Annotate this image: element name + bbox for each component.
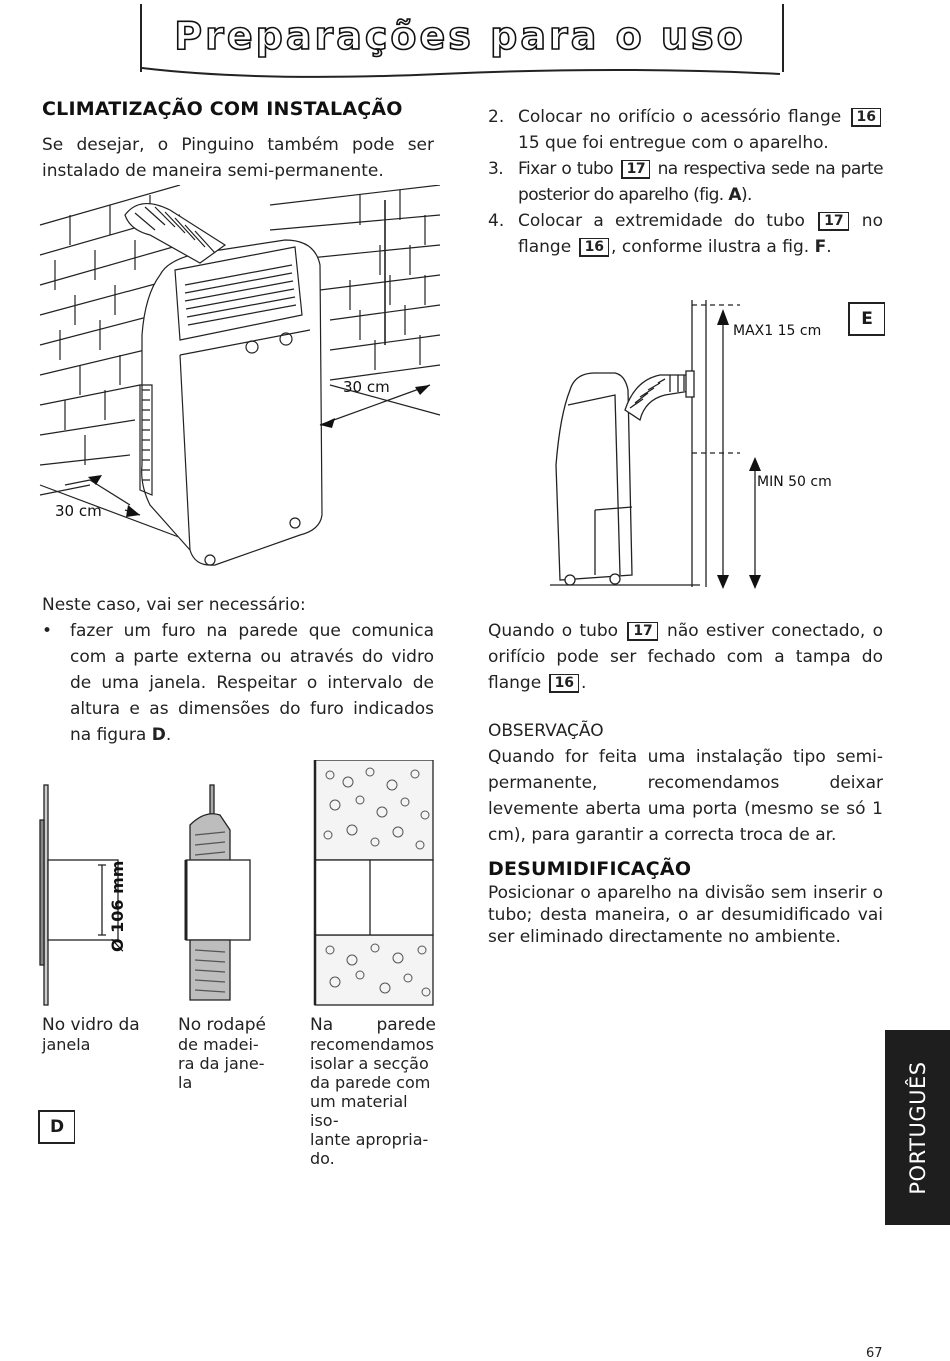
section-title-desumidificacao: DESUMIDIFICAÇÃO bbox=[488, 858, 692, 880]
figure-label-e: E bbox=[848, 302, 885, 336]
step-text: 15 que foi entregue com o aparelho. bbox=[518, 133, 829, 153]
caption-board-line1: No rodapé bbox=[178, 1015, 266, 1035]
not-connected-paragraph bbox=[488, 618, 883, 696]
para-text: . bbox=[581, 673, 587, 693]
caption-board-line4: la bbox=[178, 1073, 193, 1092]
ref-tube: 17 bbox=[818, 212, 848, 231]
caption-glass bbox=[42, 1016, 152, 1054]
para-text: não estiver conectado, o orifício pode ser fechado com a tampa do flange bbox=[488, 621, 883, 693]
caption-wall bbox=[310, 1016, 436, 1168]
section-title-climatizacao: CLIMATIZAÇÃO COM INSTALAÇÃO bbox=[42, 98, 403, 120]
dehumidify-paragraph: Posicionar o aparelho na divisão sem inserir o tubo; desta maneira, o ar desumidificado vai ser eliminado directamente no ambiente. bbox=[488, 883, 883, 947]
step-text: ). bbox=[740, 185, 752, 205]
figure-ref-a: A bbox=[728, 185, 741, 205]
page-number: 67 bbox=[866, 1346, 883, 1361]
dimension-right-wall: 30 cm bbox=[343, 378, 390, 396]
caption-wall-line7: do. bbox=[310, 1149, 335, 1168]
caption-glass-line1: No vidro da bbox=[42, 1015, 140, 1035]
figure-label-d: D bbox=[38, 1110, 75, 1144]
caption-wall-word2: parede bbox=[376, 1015, 436, 1035]
language-tab bbox=[885, 1030, 950, 1225]
step-number: 2. bbox=[488, 107, 505, 127]
step-text: no flange bbox=[518, 211, 883, 257]
para-text: Quando o tubo bbox=[488, 621, 626, 641]
step-3 bbox=[488, 156, 883, 208]
dimension-left-wall: 30 cm bbox=[55, 502, 102, 520]
bullet-text: fazer um furo na parede que comunica com a parte externa ou através do vidro de uma janela. Respeitar o intervalo de altura e as dimensões do furo indicados na figura bbox=[70, 621, 434, 745]
hole-dimensions-figure bbox=[30, 760, 450, 1010]
step-2 bbox=[488, 104, 883, 156]
caption-wall-line5: um material iso- bbox=[310, 1092, 408, 1130]
step-number: 4. bbox=[488, 211, 505, 231]
ref-flange: 16 bbox=[549, 674, 579, 693]
caption-wall-line6: lante apropria- bbox=[310, 1130, 429, 1149]
caption-board-line3: ra da jane- bbox=[178, 1054, 265, 1073]
bullet-text-end: . bbox=[165, 725, 172, 745]
caption-board bbox=[178, 1016, 278, 1092]
case-paragraph: Neste caso, vai ser necessário: bbox=[42, 595, 306, 615]
caption-glass-line2: janela bbox=[42, 1035, 91, 1054]
note-title: OBSERVAÇÃO bbox=[488, 721, 604, 741]
bullet-item bbox=[42, 618, 434, 748]
min-height-label: MIN 50 cm bbox=[757, 474, 832, 490]
caption-wall-line3: isolar a secção bbox=[310, 1054, 429, 1073]
bullet-figure-ref: D bbox=[151, 725, 166, 745]
step-text: . bbox=[826, 237, 832, 257]
step-text: na respectiva sede na parte posterior do aparelho (fig. bbox=[518, 159, 883, 205]
max-height-label: MAX1 15 cm bbox=[733, 323, 822, 339]
title-swoosh bbox=[140, 56, 785, 86]
hole-diameter: Ø 106 mm bbox=[108, 860, 127, 952]
step-text: Colocar a extremidade do tubo bbox=[518, 211, 817, 231]
ref-flange: 16 bbox=[851, 108, 881, 127]
step-text: Fixar o tubo bbox=[518, 159, 619, 179]
ref-tube: 17 bbox=[621, 160, 650, 179]
ref-flange: 16 bbox=[579, 238, 609, 257]
caption-wall-line2: recomendamos bbox=[310, 1035, 434, 1054]
height-limits-figure bbox=[540, 295, 840, 595]
language-tab-label: PORTUGUÊS bbox=[905, 1060, 930, 1195]
note-paragraph: Quando for feita uma instalação tipo semi-permanente, recomendamos deixar levemente aberta uma porta (mesmo se só 1 cm), para garantir a correcta troca de ar. bbox=[488, 747, 883, 845]
bullet-dot: • bbox=[42, 621, 53, 641]
steps-list bbox=[488, 104, 883, 260]
ref-tube: 17 bbox=[627, 622, 657, 641]
caption-wall-word1: Na bbox=[310, 1015, 334, 1035]
step-number: 3. bbox=[488, 159, 504, 179]
caption-board-line2: de madei- bbox=[178, 1035, 259, 1054]
caption-wall-line4: da parede com bbox=[310, 1073, 431, 1092]
intro-paragraph: Se desejar, o Pinguino também pode ser instalado de maneira semi-permanente. bbox=[42, 135, 434, 181]
page-title: Preparações para o uso bbox=[174, 14, 746, 58]
step-4 bbox=[488, 208, 883, 260]
figure-ref-f: F bbox=[814, 237, 827, 257]
step-text: , conforme ilustra a fig. bbox=[611, 237, 815, 257]
step-text: Colocar no orifício o acessório flange bbox=[518, 107, 849, 127]
